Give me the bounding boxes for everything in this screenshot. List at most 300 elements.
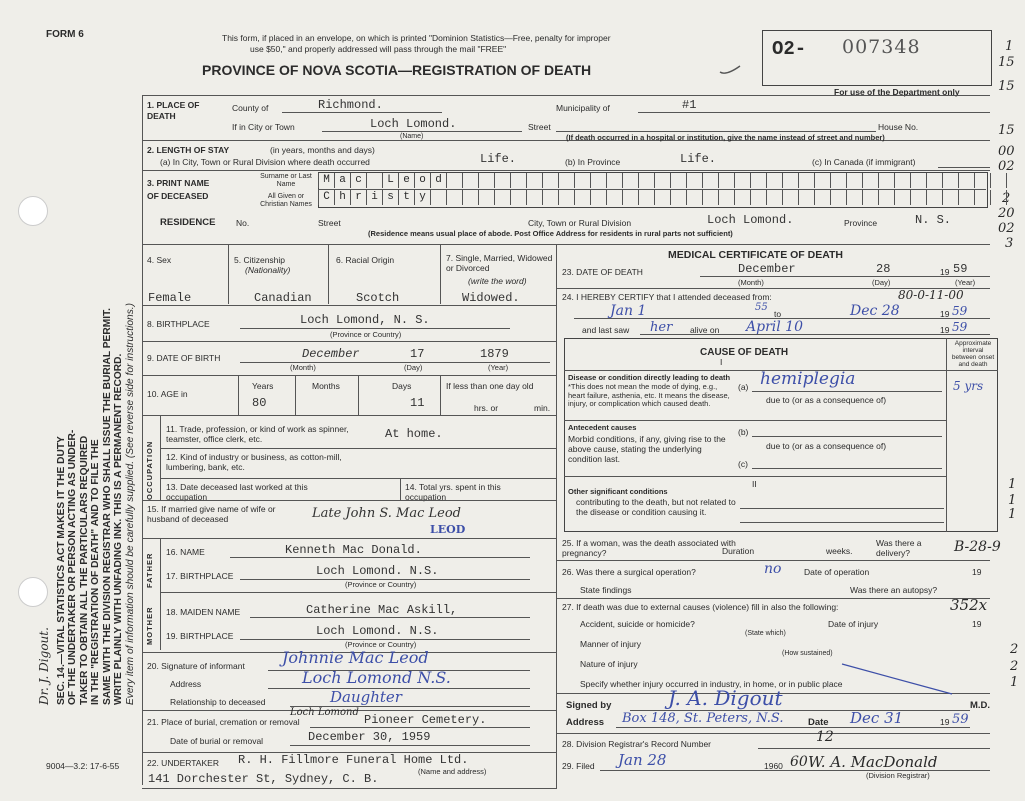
surname-cell	[670, 173, 686, 188]
disease-label: Disease or condition directly leading to death	[568, 373, 731, 382]
accident-label: Accident, suicide or homicide?	[580, 619, 695, 629]
surname-cell	[478, 173, 494, 188]
form-number: FORM 6	[46, 29, 84, 40]
rule-q15	[142, 538, 556, 539]
attend-to: Dec 28	[850, 303, 900, 319]
birthplace-label: 8. BIRTHPLACE	[147, 319, 210, 329]
surname-cell: d	[430, 173, 446, 188]
margin-code-6: 02	[998, 159, 1015, 174]
residence-province-value: N. S.	[915, 213, 952, 227]
residence-city-label: City, Town or Rural Division	[528, 218, 632, 228]
margin-code-1: 1	[1005, 39, 1014, 54]
surname-cell	[974, 173, 990, 188]
given-cell	[558, 190, 574, 205]
given-cell	[494, 190, 510, 205]
filed-date: Jan 28	[618, 751, 667, 769]
md-label: M.D.	[970, 700, 991, 711]
dob-year-cap: (Year)	[488, 363, 509, 372]
house-label: House No.	[878, 122, 919, 132]
attend-to-prefix: 19	[940, 309, 950, 319]
attend-from: Jan 1	[610, 303, 647, 319]
cause-b-line	[752, 436, 942, 437]
age-col-4	[440, 375, 441, 415]
delivery-label: Was there a delivery?	[876, 538, 922, 559]
hospital-note: (If death occurred in a hospital or institution, give the name instead of street and number)	[566, 133, 885, 142]
due-a-label: due to (or as a consequence of)	[766, 395, 887, 405]
q14-label: 14. Total yrs. spent in this occupation	[405, 482, 501, 503]
frame-left	[142, 95, 143, 785]
col-5-6	[328, 244, 329, 304]
cause-c-marker: (c)	[738, 459, 748, 469]
interval-label: Approximate interval between onset and death	[951, 340, 995, 369]
rule-personal	[142, 305, 556, 306]
duration-label: Duration	[722, 546, 755, 556]
surname-cell	[622, 173, 638, 188]
given-cell	[862, 190, 878, 205]
city-value: Loch Lomond.	[370, 117, 457, 131]
registrar-cap: (Division Registrar)	[866, 771, 930, 780]
rule-birthplace	[142, 341, 556, 342]
given-cell	[462, 190, 478, 205]
given-cell	[574, 190, 590, 205]
autopsy-label: Was there an autopsy?	[850, 585, 938, 595]
q27-code: 352x	[950, 596, 988, 614]
marital-sub: (write the word)	[468, 276, 527, 286]
surname-cell: o	[414, 173, 430, 188]
sex-value: Female	[148, 291, 192, 305]
attend-to-label: to	[774, 309, 782, 319]
length-of-stay-sub: (in years, months and days)	[270, 145, 375, 155]
city-label: If in City or Town	[232, 122, 295, 132]
ink-stroke-icon	[840, 660, 960, 700]
father-birth-label: 17. BIRTHPLACE	[166, 571, 234, 581]
length-of-stay-label: 2. LENGTH OF STAY	[147, 145, 230, 155]
q25-code: B-28-9	[954, 539, 1001, 555]
occupation-side-label: OCCUPATION	[145, 440, 154, 500]
father-birth-value: Loch Lomond. N.S.	[316, 564, 439, 578]
filed-prefix: 1960	[764, 761, 783, 771]
surname-cell: e	[398, 173, 414, 188]
residence-street-label: Street	[318, 218, 341, 228]
surname-cell	[558, 173, 574, 188]
rule-q12	[160, 478, 556, 479]
surname-cell	[526, 173, 542, 188]
injury-date-label: Date of injury	[828, 619, 879, 629]
given-cell	[814, 190, 830, 205]
side-notice	[56, 303, 136, 705]
father-name-label: 16. NAME	[166, 547, 205, 557]
margin-code-15: 2	[1010, 659, 1019, 674]
street-label: Street	[528, 122, 551, 132]
last-saw-value: her	[650, 320, 673, 335]
residence-province-label: Province	[844, 218, 878, 228]
given-cell: i	[366, 190, 382, 205]
given-cell: C	[318, 190, 334, 205]
surname-cell	[846, 173, 862, 188]
given-cells	[318, 190, 1022, 205]
citizenship-sub: (Nationality)	[245, 265, 291, 275]
alive-year: 59	[952, 320, 968, 334]
given-cell	[622, 190, 638, 205]
stay-b-label: (b) In Province	[565, 157, 621, 167]
age-days-value: 11	[410, 396, 425, 410]
side-notice-line-7: Every item of information should be carefully supplied. (See reverse side for instructions.)	[124, 302, 136, 705]
dob-day-cap: (Day)	[404, 363, 423, 372]
father-side-label: FATHER	[145, 552, 154, 588]
state-which: (State which)	[745, 630, 786, 637]
physician-date: Dec 31	[850, 709, 904, 727]
given-cell	[702, 190, 718, 205]
death-month: December	[738, 262, 796, 276]
specify-label: Specify whether injury occurred in industry, in home, or in public place	[580, 679, 843, 689]
op-date-label: Date of operation	[804, 567, 870, 577]
given-cell	[990, 190, 1006, 205]
undertaker-address: 141 Dorchester St, Sydney, C. B.	[148, 772, 379, 786]
marital-label: 7. Single, Married, Widowed or Divorced	[446, 253, 553, 273]
surname-cell	[1006, 173, 1022, 188]
given-cell: s	[382, 190, 398, 205]
given-cell	[942, 190, 958, 205]
age-years-value: 80	[252, 396, 267, 410]
given-cell	[606, 190, 622, 205]
surname-cell	[654, 173, 670, 188]
margin-code-9: 02	[998, 221, 1015, 236]
physician-address-label: Address	[566, 717, 605, 728]
center-divider	[556, 244, 557, 789]
birthplace-sub: (Province or Country)	[330, 330, 402, 339]
hrs-label: hrs. or	[474, 403, 499, 413]
given-cell	[1006, 190, 1022, 205]
surname-cell	[606, 173, 622, 188]
margin-code-8: 20	[998, 206, 1015, 221]
city-line	[322, 131, 522, 132]
county-line	[282, 112, 442, 113]
frame-top	[142, 95, 990, 96]
cause-a-value: hemiplegia	[760, 369, 856, 389]
given-cell	[750, 190, 766, 205]
department-note: For use of the Department only	[834, 87, 960, 97]
margin-code-10: 3	[1005, 236, 1014, 251]
informant-address: Loch Lomond N.S.	[302, 668, 451, 687]
street-line	[556, 131, 876, 132]
cause-heading: CAUSE OF DEATH	[700, 347, 789, 358]
surname-cell	[590, 173, 606, 188]
side-notice-line-2: OF THE UNDERTAKER OR PERSON ACTING AS UNDER-	[67, 429, 79, 705]
given-cell	[782, 190, 798, 205]
county-value: Richmond.	[318, 98, 383, 112]
min-label: min.	[534, 403, 551, 413]
surname-cell	[926, 173, 942, 188]
surname-cell: a	[334, 173, 350, 188]
signed-label: Signed by	[566, 700, 612, 711]
surname-label: Surname or Last Name	[260, 173, 312, 188]
burial-place-line	[310, 727, 530, 728]
surname-cell: M	[318, 173, 334, 188]
burial-place-label: 21. Place of burial, cremation or removal	[147, 717, 300, 727]
death-year: 59	[953, 262, 968, 276]
physician-date-year: 59	[952, 712, 969, 727]
q26-label: 26. Was there a surgical operation?	[562, 567, 696, 577]
antecedent-label: Antecedent causes	[568, 423, 637, 432]
father-name-value: Kenneth Mac Donald.	[285, 543, 422, 557]
birthplace-value: Loch Lomond, N. S.	[300, 313, 430, 327]
residence-note: (Residence means usual place of abode. Post Office Address for residents in rural parts not sufficient)	[368, 229, 733, 238]
stay-c-line	[938, 167, 990, 168]
father-name-line	[230, 557, 530, 558]
racial-value: Scotch	[356, 291, 400, 305]
given-label: All Given or Christian Names	[260, 193, 312, 208]
lessday-label: If less than one day old	[446, 381, 534, 391]
how-sustained: (How sustained)	[782, 650, 833, 657]
alive-prefix: 19	[940, 325, 950, 335]
given-cell	[430, 190, 446, 205]
place-of-death-label: 1. PLACE OF DEATH	[147, 100, 200, 121]
rule-2	[142, 170, 990, 171]
stay-a-label: (a) In City, Town or Rural Division where death occurred	[160, 157, 370, 167]
surname-cell	[702, 173, 718, 188]
informant-sig-label: 20. Signature of informant	[147, 661, 245, 671]
interval-col	[946, 338, 947, 532]
surname-cell	[686, 173, 702, 188]
given-cell	[542, 190, 558, 205]
mother-birth-value: Loch Lomond. N.S.	[316, 624, 439, 638]
form-title: PROVINCE OF NOVA SCOTIA—REGISTRATION OF DEATH	[202, 62, 592, 78]
q11-value: At home.	[385, 427, 443, 441]
burial-date-value: December 30, 1959	[308, 730, 431, 744]
given-cell	[846, 190, 862, 205]
informant-relation-label: Relationship to deceased	[170, 697, 266, 707]
burial-date-line	[290, 745, 530, 746]
surname-cell	[494, 173, 510, 188]
part-one: I	[720, 357, 723, 367]
alive-label: alive on	[690, 325, 720, 335]
mother-name-value: Catherine Mac Askill,	[306, 603, 458, 617]
dob-label: 9. DATE OF BIRTH	[147, 353, 221, 363]
surname-cell	[814, 173, 830, 188]
years-label: Years	[252, 381, 274, 391]
informant-relation: Daughter	[330, 688, 402, 706]
residence-no-label: No.	[236, 218, 250, 228]
other-top	[564, 476, 946, 477]
municipality-line	[638, 112, 990, 113]
part-two: II	[752, 479, 757, 489]
rule-dob	[142, 375, 556, 376]
residence-city-value: Loch Lomond.	[707, 213, 794, 227]
mother-name-label: 18. MAIDEN NAME	[166, 607, 241, 617]
death-day-cap: (Day)	[872, 278, 891, 287]
surname-cell	[718, 173, 734, 188]
dob-month-cap: (Month)	[290, 363, 316, 372]
given-cell	[590, 190, 606, 205]
death-day: 28	[876, 262, 891, 276]
surname-cell	[542, 173, 558, 188]
given-cell	[734, 190, 750, 205]
q15-value: Late John S. Mac Leod	[312, 506, 462, 521]
side-notice-line-3: TAKER TO OBTAIN ALL THE PARTICULARS REQUIRED	[78, 435, 90, 705]
q26-value: no	[764, 561, 782, 577]
age-col-2	[295, 375, 296, 415]
given-cell: t	[398, 190, 414, 205]
rule-signed	[556, 733, 990, 734]
county-label: County of	[232, 103, 269, 113]
surname-cell	[830, 173, 846, 188]
municipality-label: Municipality of	[556, 103, 610, 113]
surname-cell	[462, 173, 478, 188]
q28-label: 28. Division Registrar's Record Number	[562, 739, 712, 749]
envelope-notice-1: This form, if placed in an envelope, on which is printed "Dominion Statistics—Free, penalty for improper	[222, 33, 611, 43]
alive-on-value: April 10	[746, 319, 803, 335]
citizenship-value: Canadian	[254, 291, 312, 305]
q13-label: 13. Date deceased last worked at this occupation	[166, 482, 308, 503]
disease-note: *This does not mean the mode of dying, e.g., heart failure, asthenia, etc. It means the disease, injury, or complication which caused death.	[568, 382, 730, 409]
margin-code-14: 2	[1010, 642, 1019, 657]
given-cell	[670, 190, 686, 205]
physician-address: Box 148, St. Peters, N.S.	[622, 711, 784, 726]
informant-address-label: Address	[170, 679, 202, 689]
q15-label: 15. If married give name of wife or husband of deceased	[147, 504, 276, 525]
cause-a-marker: (a)	[738, 382, 749, 392]
given-cell: r	[350, 190, 366, 205]
side-notice-line-1: SEC. 14.—VITAL STATISTICS ACT MAKES IT THE DUTY	[56, 436, 67, 705]
margin-signature-dr	[38, 627, 52, 705]
mother-side-label: MOTHER	[145, 606, 154, 645]
antecedent-top	[564, 420, 946, 421]
last-saw-label: and last saw	[582, 325, 630, 335]
rule-q13	[142, 500, 556, 501]
margin-code-16: 1	[1010, 675, 1019, 690]
q12-label: 12. Kind of industry or business, as cotton-mill, lumbering, bank, etc.	[166, 452, 342, 473]
given-cell	[766, 190, 782, 205]
other-line-1	[740, 508, 944, 509]
physician-signature: J. A. Digout	[668, 686, 783, 710]
racial-label: 6. Racial Origin	[336, 255, 395, 265]
interval-a-value: 5 yrs	[953, 379, 984, 393]
surname-cell	[862, 173, 878, 188]
undertaker-value: R. H. Fillmore Funeral Home Ltd.	[238, 753, 469, 767]
registration-prefix: O2-	[772, 38, 807, 60]
findings-label: State findings	[580, 585, 632, 595]
surname-cell	[734, 173, 750, 188]
attend-code: 80-0-11-00	[898, 288, 964, 302]
marital-value: Widowed.	[462, 291, 520, 305]
cause-b-marker: (b)	[738, 427, 749, 437]
last-saw-line	[640, 334, 990, 335]
q23-label: 23. DATE OF DEATH	[562, 267, 643, 277]
record-line	[758, 748, 990, 749]
check-mark-icon	[718, 62, 742, 78]
op-year-prefix: 19	[972, 567, 982, 577]
surname-cell: c	[350, 173, 366, 188]
burial-place-hand: Loch Lomond	[290, 707, 359, 718]
given-cell	[974, 190, 990, 205]
mother-prov-cap: (Province or Country)	[345, 640, 417, 649]
col-4-5	[228, 244, 229, 304]
given-cell	[878, 190, 894, 205]
residence-label: RESIDENCE	[160, 217, 216, 228]
rule-age	[142, 415, 556, 416]
given-cell	[798, 190, 814, 205]
days-label: Days	[392, 381, 412, 391]
burial-place-value: Pioneer Cemetery.	[364, 713, 487, 727]
stay-a-value: Life.	[480, 152, 517, 166]
surname-cell	[782, 173, 798, 188]
physician-date-label: Date	[808, 717, 829, 728]
death-year-cap: (Year)	[955, 278, 976, 287]
side-notice-line-4: IN THE "REGISTRATION OF DEATH" AND TO FILE THE	[90, 439, 102, 705]
undertaker-label: 22. UNDERTAKER	[147, 758, 219, 768]
given-cell	[686, 190, 702, 205]
surname-cell	[446, 173, 462, 188]
margin-code-4: 15	[998, 123, 1015, 138]
deceased-label-1: 3. PRINT NAME OF DECEASED	[147, 178, 210, 201]
given-cell: h	[334, 190, 350, 205]
surname-cell	[910, 173, 926, 188]
surname-cell	[574, 173, 590, 188]
address-line	[616, 727, 970, 728]
margin-code-12: 1	[1008, 493, 1017, 508]
surname-cell	[942, 173, 958, 188]
physician-date-prefix: 19	[940, 717, 950, 727]
margin-code-5: 00	[998, 144, 1015, 159]
cause-c-line	[752, 468, 942, 469]
municipality-value: #1	[682, 98, 697, 112]
injury-year-prefix: 19	[972, 619, 982, 629]
surname-cell	[958, 173, 974, 188]
margin-code-2: 15	[998, 55, 1015, 70]
due-b-label: due to (or as a consequence of)	[766, 441, 887, 451]
death-month-cap: (Month)	[738, 278, 764, 287]
surname-cell	[878, 173, 894, 188]
months-label: Months	[312, 381, 340, 391]
name-caption: (Name)	[400, 133, 424, 140]
cause-a-line	[752, 391, 942, 392]
col-6-7	[440, 244, 441, 304]
surname-cells	[318, 173, 1022, 188]
informant-signature: Johnnie Mac Leod	[282, 648, 429, 667]
margin-code-13: 1	[1008, 507, 1017, 522]
given-cell	[478, 190, 494, 205]
margin-code-11: 1	[1008, 477, 1017, 492]
given-cell	[910, 190, 926, 205]
given-cell	[894, 190, 910, 205]
registration-number: 007348	[842, 36, 921, 58]
surname-cell	[894, 173, 910, 188]
filed-year: 60	[790, 754, 808, 770]
surname-cell	[638, 173, 654, 188]
given-cell	[718, 190, 734, 205]
surname-cell: L	[382, 173, 398, 188]
q11-label: 11. Trade, profession, or kind of work as spinner, teamster, office clerk, etc.	[166, 424, 349, 445]
given-cell	[510, 190, 526, 205]
side-notice-line-5: SAME WITH THE DIVISION REGISTRAR WHO SHALL ISSUE THE BURIAL PERMIT.	[101, 308, 113, 705]
given-cell	[638, 190, 654, 205]
rule-3	[142, 244, 990, 245]
side-notice-line-6: WRITE PLAINLY WITH UNFADING INK. THIS IS A PERMANENT RECORD.	[113, 353, 125, 705]
manner-label: Manner of injury	[580, 639, 641, 649]
q29-label: 29. Filed	[562, 761, 595, 771]
surname-cell	[798, 173, 814, 188]
attend-to-year: 59	[952, 304, 968, 318]
frame-bottom	[142, 788, 556, 789]
given-cell	[926, 190, 942, 205]
surname-cell	[766, 173, 782, 188]
antecedent-note: Morbid conditions, if any, giving rise to the above cause, stating the underlying condition last.	[568, 434, 726, 465]
medical-heading: MEDICAL CERTIFICATE OF DEATH	[668, 249, 843, 261]
rule-q11	[160, 448, 556, 449]
record-number: 12	[816, 729, 834, 745]
stay-c-label: (c) In Canada (if immigrant)	[812, 157, 916, 167]
sex-label: 4. Sex	[147, 255, 172, 265]
